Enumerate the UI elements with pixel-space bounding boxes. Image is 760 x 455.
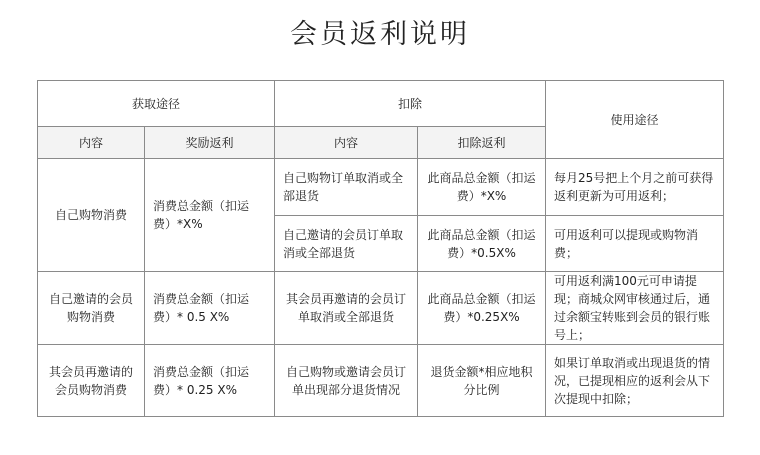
header-content-earn: 内容	[38, 127, 145, 159]
row2-content: 自己邀请的会员购物消费	[38, 272, 145, 345]
row1-deduct-content-1: 自己购物订单取消或全部退货	[275, 159, 418, 216]
use-rule-2: 可用返利可以提现或购物消费；	[546, 216, 724, 272]
header-deduct: 扣除	[275, 81, 546, 127]
header-use: 使用途径	[546, 81, 724, 159]
page-title: 会员返利说明	[290, 19, 470, 50]
row2-deduct-rebate: 此商品总金额（扣运费）*0.25X%	[418, 272, 546, 345]
row2-reward: 消费总金额（扣运费）* 0.5 X%	[145, 272, 275, 345]
rebate-table	[37, 80, 724, 417]
table-row	[38, 272, 724, 345]
row1-deduct-content-2: 自己邀请的会员订单取消或全部退货	[275, 216, 418, 272]
row1-deduct-rebate-2: 此商品总金额（扣运费）*0.5X%	[418, 216, 546, 272]
use-rule-3: 可用返利满100元可申请提现；商城众网审核通过后，通过余额宝转账到会员的银行账号上；	[546, 272, 724, 345]
row3-content: 其会员再邀请的会员购物消费	[38, 345, 145, 417]
row1-content: 自己购物消费	[38, 159, 145, 272]
row2-deduct-content: 其会员再邀请的会员订单取消或全部退货	[275, 272, 418, 345]
table-row	[38, 345, 724, 417]
row1-reward: 消费总金额（扣运费）*X%	[145, 159, 275, 272]
header-reward: 奖励返利	[145, 127, 275, 159]
group-header-row	[38, 81, 724, 127]
header-earn: 获取途径	[38, 81, 275, 127]
header-content-deduct: 内容	[275, 127, 418, 159]
row3-deduct-content: 自己购物或邀请会员订单出现部分退货情况	[275, 345, 418, 417]
use-rule-1: 每月25号把上个月之前可获得返利更新为可用返利；	[546, 159, 724, 216]
use-rule-4: 如果订单取消或出现退货的情况，已提现相应的返利会从下次提现中扣除；	[546, 345, 724, 417]
header-deduct-rebate: 扣除返利	[418, 127, 546, 159]
row3-reward: 消费总金额（扣运费）* 0.25 X%	[145, 345, 275, 417]
row1-deduct-rebate-1: 此商品总金额（扣运费）*X%	[418, 159, 546, 216]
table-row	[38, 159, 724, 216]
row3-deduct-rebate: 退货金额*相应地积分比例	[418, 345, 546, 417]
